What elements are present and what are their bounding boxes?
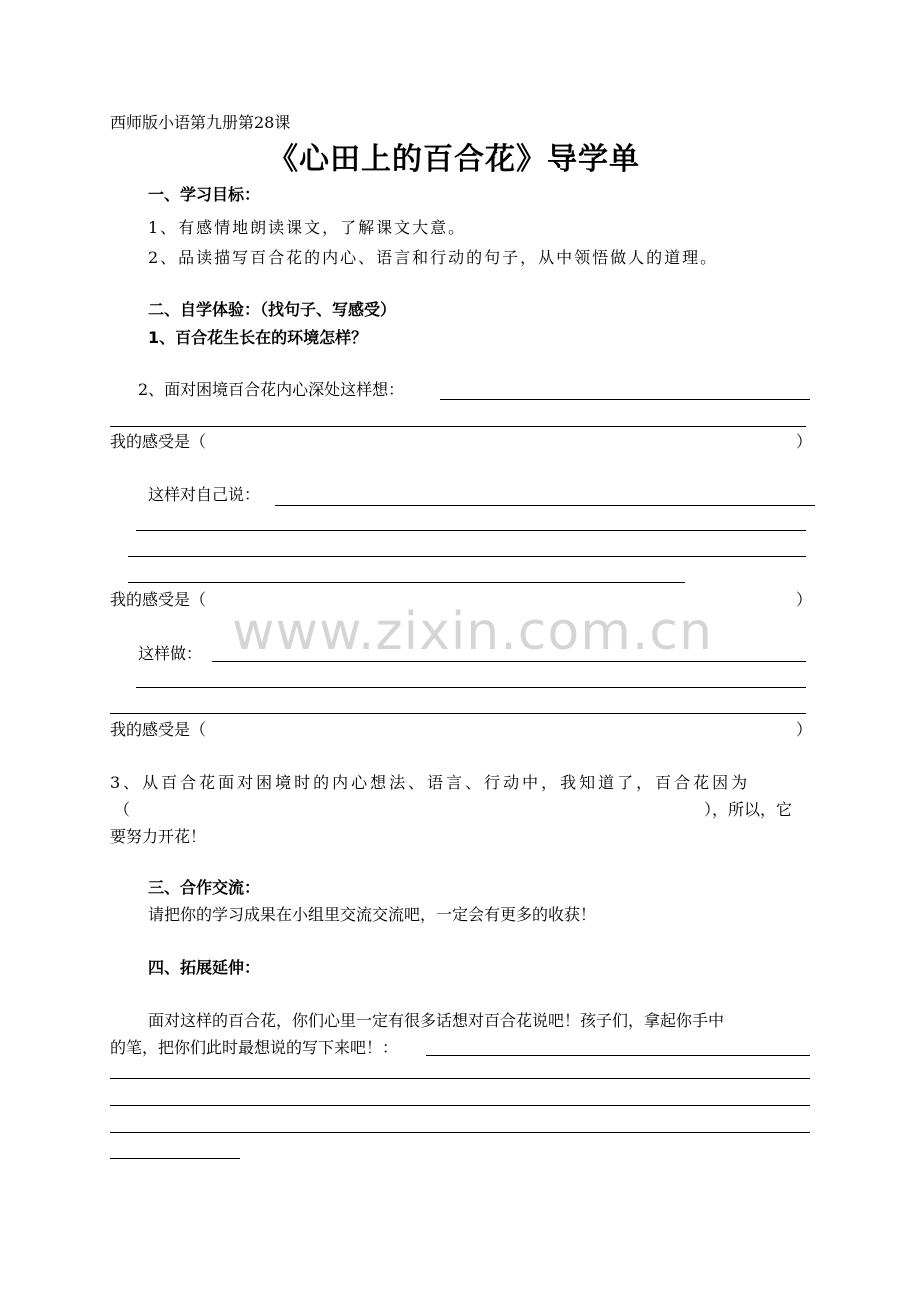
answer-line[interactable] [110, 713, 806, 714]
section-4-heading: 四、拓展延伸： [148, 958, 261, 977]
feeling-label-close: ） [796, 432, 813, 451]
answer-line[interactable] [426, 1055, 810, 1056]
section-3-text: 请把你的学习成果在小组里交流交流吧，一定会有更多的收获！ [148, 905, 597, 924]
goal-2: 2、品读描写百合花的内心、语言和行动的句子，从中领悟做人的道理。 [148, 248, 719, 267]
question-2-say-label: 这样对自己说： [148, 485, 261, 504]
feeling-label-close: ） [796, 590, 813, 609]
answer-line[interactable] [136, 687, 806, 688]
section-4-text-line-1: 面对这样的百合花，你们心里一定有很多话想对百合花说吧！孩子们，拿起你手中 [148, 1011, 725, 1030]
answer-line[interactable] [110, 1078, 810, 1079]
question-2-think-label: 2、面对困境百合花内心深处这样想： [138, 380, 405, 399]
course-info: 西师版小语第九册第28课 [110, 113, 291, 132]
answer-line[interactable] [275, 505, 815, 506]
feeling-label-open: 我的感受是（ [110, 720, 207, 739]
question-3-open: （ [114, 800, 131, 819]
question-3-close: ），所以，它 [704, 800, 793, 819]
answer-line[interactable] [110, 1105, 810, 1106]
feeling-label-open: 我的感受是（ [110, 432, 207, 451]
question-3-line-1: 3、从百合花面对困境时的内心想法、语言、行动中，我知道了，百合花因为 [110, 773, 751, 792]
section-2-heading: 二、自学体验：（找句子、写感受） [148, 300, 397, 319]
page-title: 《心田上的百合花》导学单 [268, 142, 640, 177]
question-2-do-label: 这样做： [138, 644, 203, 663]
section-3-heading: 三、合作交流： [148, 878, 261, 897]
section-1-heading: 一、学习目标： [148, 185, 261, 204]
answer-line[interactable] [128, 582, 685, 583]
feeling-label-open: 我的感受是（ [110, 590, 207, 609]
question-1: 1、百合花生长在的环境怎样？ [148, 328, 368, 347]
answer-line[interactable] [136, 530, 806, 531]
watermark: www.zixin.com.cn [232, 602, 713, 662]
answer-line[interactable] [110, 426, 806, 427]
answer-line[interactable] [128, 556, 806, 557]
goal-1: 1、有感情地朗读课文，了解课文大意。 [148, 218, 467, 237]
section-4-text-line-2: 的笔，把你们此时最想说的写下来吧！： [110, 1038, 399, 1057]
answer-line[interactable] [110, 1132, 810, 1133]
answer-line[interactable] [110, 1158, 240, 1159]
feeling-label-close: ） [796, 720, 813, 739]
question-3-line-3: 要努力开花！ [110, 827, 207, 846]
answer-line[interactable] [440, 399, 810, 400]
